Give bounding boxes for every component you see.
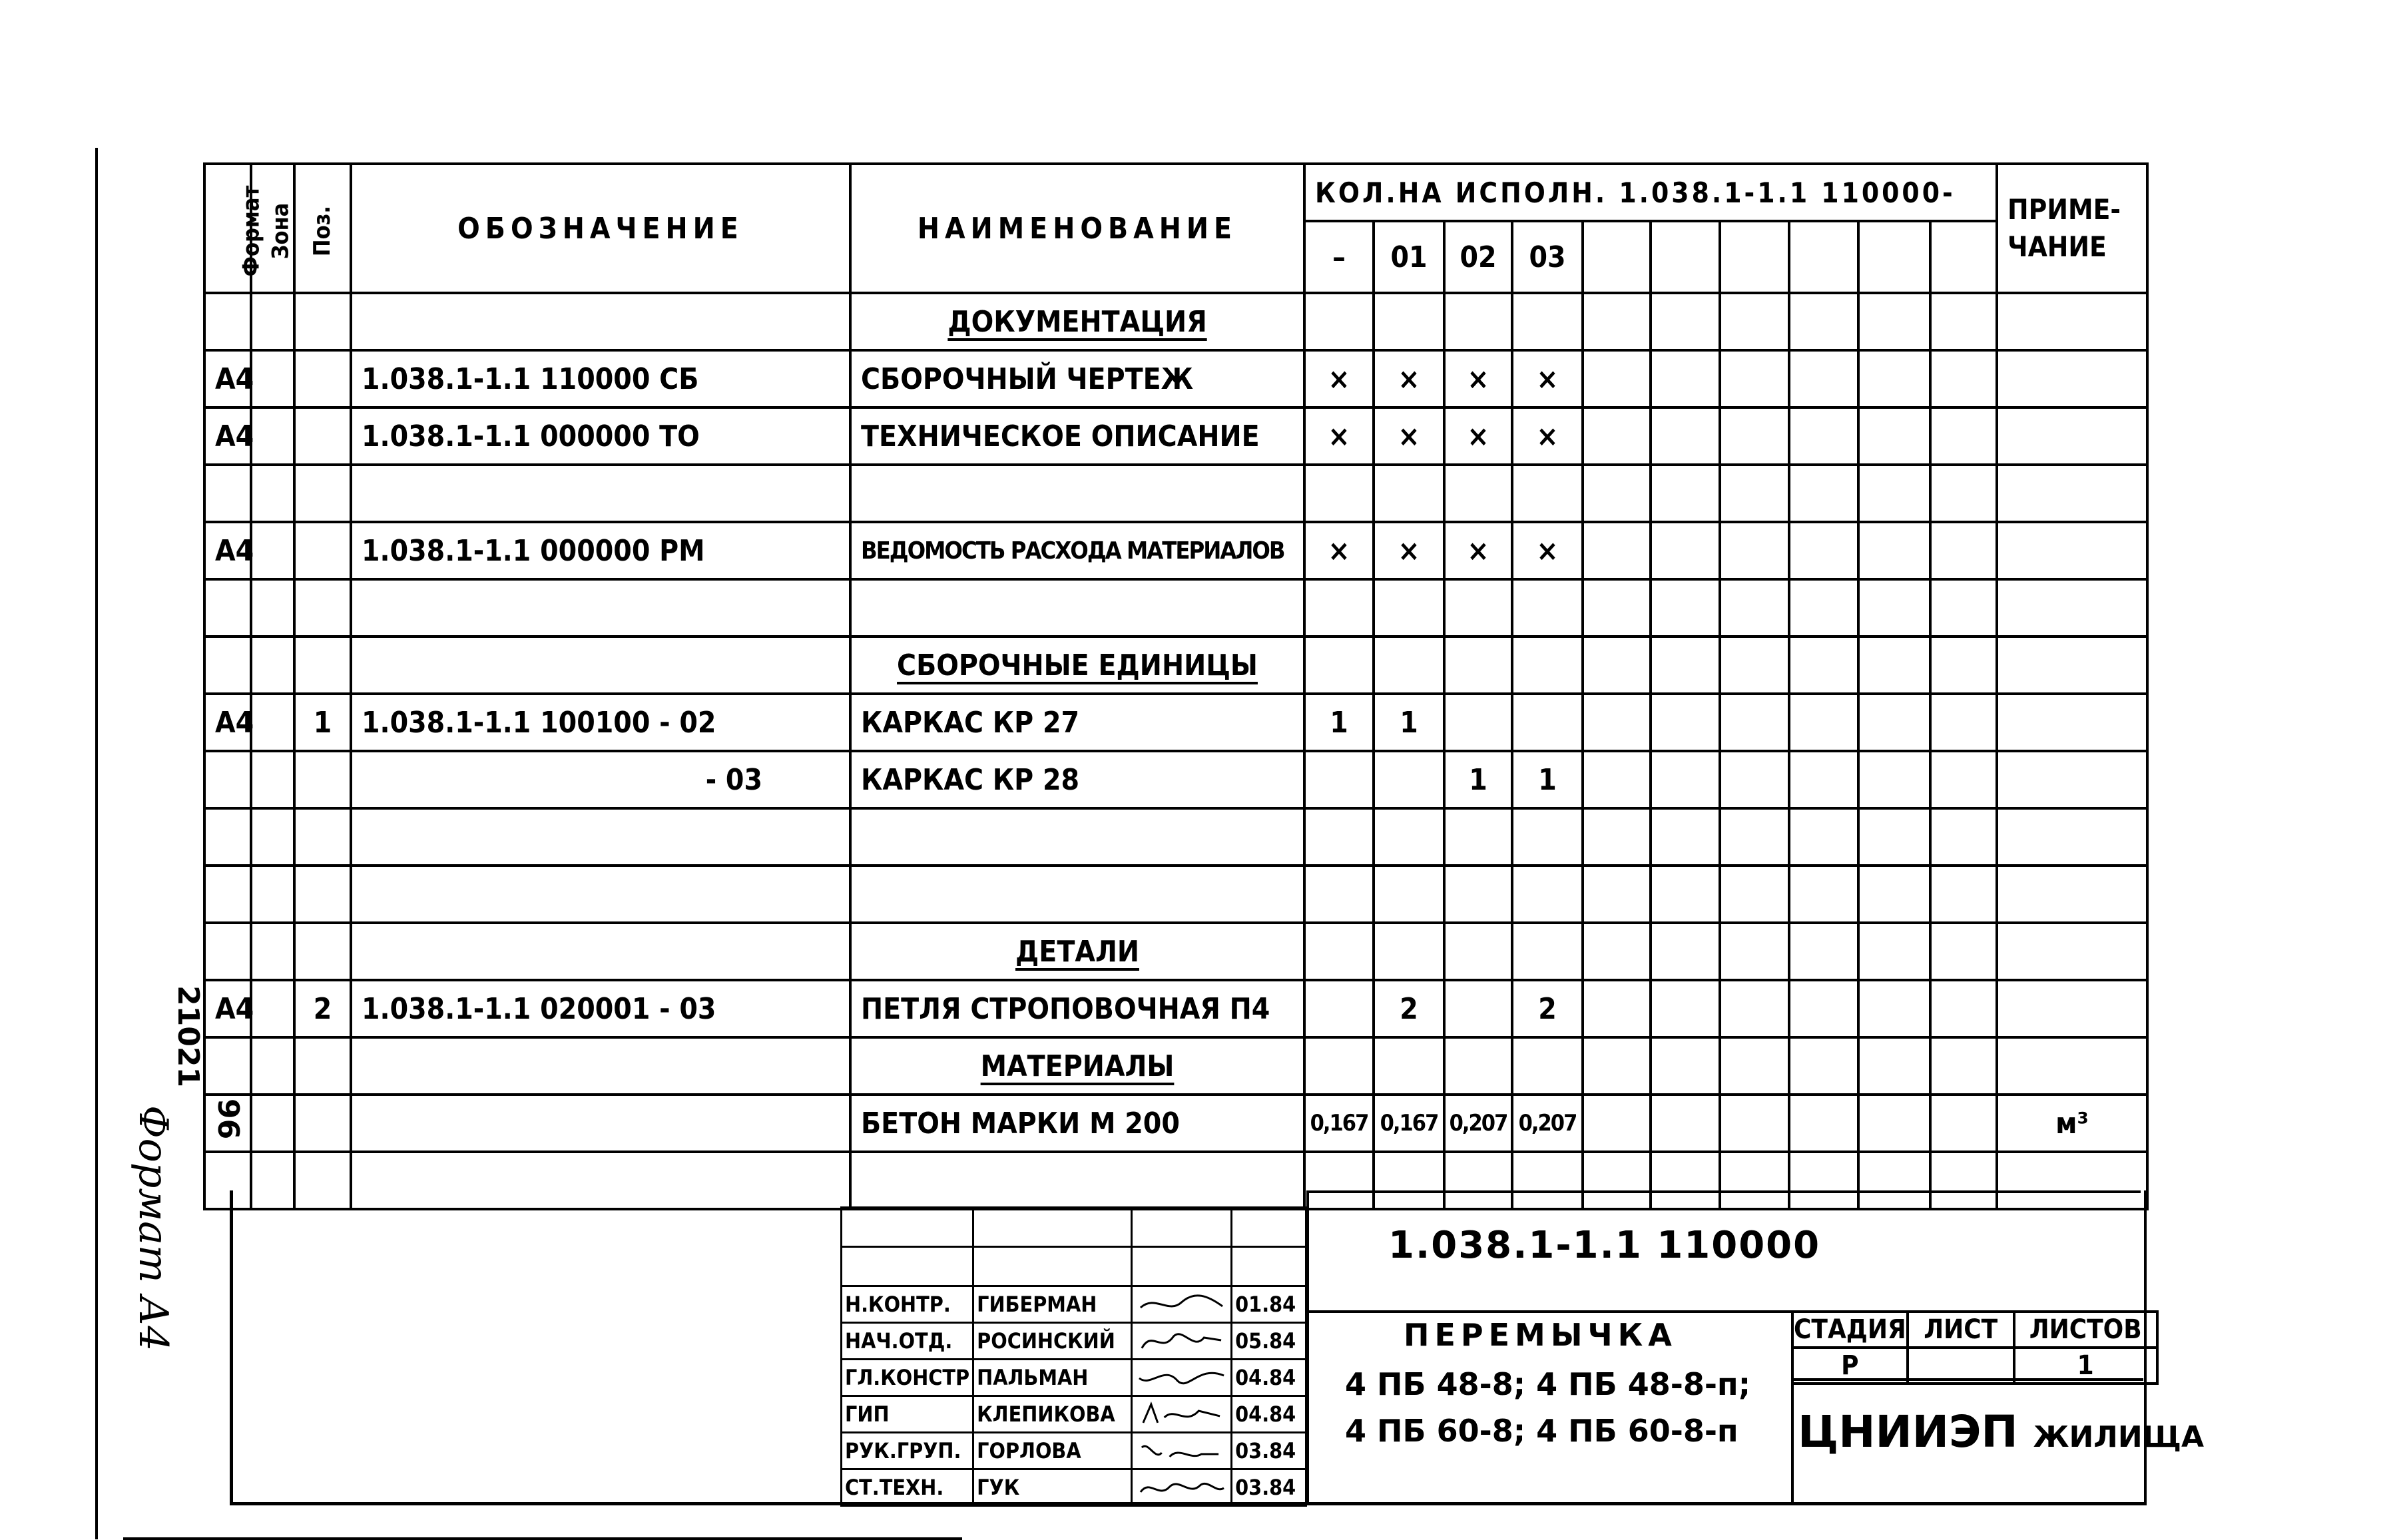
signature-mark: [1132, 1286, 1232, 1323]
organization-sub: ЖИЛИЩА: [2033, 1420, 2205, 1454]
row-qty: [1444, 694, 1512, 751]
variant-02: 02: [1444, 221, 1512, 293]
row-name: ВЕДОМОСТЬ РАСХОДА МАТЕРИАЛОВ: [850, 522, 1304, 579]
row-name: ТЕХНИЧЕСКОЕ ОПИСАНИЕ: [850, 407, 1304, 465]
object-variants-line1: 4 ПБ 48-8; 4 ПБ 48-8-п;: [1345, 1366, 1751, 1402]
row-qty: ×: [1444, 350, 1512, 407]
signature-row: [842, 1469, 1306, 1506]
row-qty: 1: [1304, 694, 1374, 751]
row-qty: [1512, 694, 1583, 751]
sign-name: ГИБЕРМАН: [973, 1286, 1132, 1323]
row-qty: [1444, 980, 1512, 1037]
signature-mark: [1132, 1360, 1232, 1396]
sign-role: Н.КОНТР.: [842, 1286, 973, 1323]
sign-date: 03.84: [1232, 1469, 1306, 1506]
row-qty: ×: [1374, 522, 1444, 579]
row-name: СБОРОЧНЫЙ ЧЕРТЕЖ: [850, 350, 1304, 407]
row-pos: 1: [294, 694, 351, 751]
signature-mark: [1132, 1469, 1232, 1506]
row-qty: 1: [1374, 694, 1444, 751]
table-row: [204, 350, 2147, 407]
row-qty: [1374, 751, 1444, 808]
sign-date: 03.84: [1232, 1433, 1306, 1469]
margin-format-text: Формат А4: [130, 1105, 176, 1352]
row-qty: 0,167: [1304, 1095, 1374, 1152]
sign-role: РУК.ГРУП.: [842, 1433, 973, 1469]
object-variants-line2: 4 ПБ 60-8; 4 ПБ 60-8-п: [1345, 1413, 1738, 1449]
row-qty: ×: [1444, 522, 1512, 579]
signature-mark: [1132, 1433, 1232, 1469]
table-row: [204, 522, 2147, 579]
sign-name: КЛЕПИКОВА: [973, 1396, 1132, 1433]
row-qty: ×: [1304, 407, 1374, 465]
sign-date: 05.84: [1232, 1323, 1306, 1360]
row-name: КАРКАС КР 28: [850, 751, 1304, 808]
signature-row: [842, 1323, 1306, 1360]
signature-row: [842, 1360, 1306, 1396]
bottom-margin-line: [123, 1537, 962, 1540]
row-qty: ×: [1512, 407, 1583, 465]
stage-table: [1791, 1310, 2159, 1385]
signature-mark: [1132, 1396, 1232, 1433]
row-pos: [294, 522, 351, 579]
row-designation: [351, 1095, 850, 1152]
header-note-line2: ЧАНИЕ: [2007, 230, 2107, 263]
row-format: А4: [204, 980, 251, 1037]
header-position: Поз.: [294, 164, 351, 293]
row-qty: ×: [1512, 350, 1583, 407]
empty-row: [204, 808, 2147, 866]
row-pos: [294, 1095, 351, 1152]
table-row: [204, 1095, 2147, 1152]
sign-date: 04.84: [1232, 1396, 1306, 1433]
header-format: Формат: [204, 164, 251, 293]
section-row: [204, 1037, 2147, 1095]
row-name: КАРКАС КР 27: [850, 694, 1304, 751]
row-designation: 1.038.1-1.1 020001 - 03: [351, 980, 850, 1037]
section-assembly-units: СБОРОЧНЫЕ ЕДИНИЦЫ: [850, 637, 1304, 694]
header-designation: ОБОЗНАЧЕНИЕ: [351, 164, 850, 293]
sign-name: РОСИНСКИЙ: [973, 1323, 1132, 1360]
row-format: [204, 751, 251, 808]
row-format: А4: [204, 694, 251, 751]
row-qty: 0,167: [1374, 1095, 1444, 1152]
variant-01: 01: [1374, 221, 1444, 293]
left-margin-line: [95, 148, 98, 1539]
stage-value: Р: [1792, 1348, 1908, 1384]
row-designation: 1.038.1-1.1 000000 ТО: [351, 407, 850, 465]
header-quantity: КОЛ.НА ИСПОЛН. 1.038.1-1.1 110000-: [1304, 164, 1997, 221]
row-qty: ×: [1512, 522, 1583, 579]
stage-label: СТАДИЯ: [1792, 1312, 1908, 1348]
sign-name: ГУК: [973, 1469, 1132, 1506]
table-row: [204, 407, 2147, 465]
signature-row: [842, 1396, 1306, 1433]
variant-03: 03: [1512, 221, 1583, 293]
row-qty: ×: [1374, 350, 1444, 407]
row-pos: [294, 407, 351, 465]
row-designation: 1.038.1-1.1 000000 РМ: [351, 522, 850, 579]
sheets-value: 1: [2014, 1348, 2157, 1384]
row-qty: 2: [1374, 980, 1444, 1037]
variant-base: –: [1304, 221, 1374, 293]
row-qty: 2: [1512, 980, 1583, 1037]
sign-date: 04.84: [1232, 1360, 1306, 1396]
organization-main: ЦНИИЭП: [1798, 1406, 2018, 1457]
sign-name: ПАЛЬМАН: [973, 1360, 1132, 1396]
sign-role: ГЛ.КОНСТР: [842, 1360, 973, 1396]
empty-row: [204, 465, 2147, 522]
row-qty: ×: [1304, 350, 1374, 407]
section-row: [204, 293, 2147, 350]
header-name: НАИМЕНОВАНИЕ: [850, 164, 1304, 293]
row-qty: ×: [1444, 407, 1512, 465]
row-designation: 1.038.1-1.1 110000 СБ: [351, 350, 850, 407]
signature-row: [842, 1433, 1306, 1469]
row-pos: 2: [294, 980, 351, 1037]
table-header-row: [204, 164, 2147, 221]
document-number: 1.038.1-1.1 110000: [1388, 1224, 1821, 1267]
row-qty: 1: [1444, 751, 1512, 808]
sign-role: НАЧ.ОТД.: [842, 1323, 973, 1360]
row-qty: 1: [1512, 751, 1583, 808]
sheets-label: ЛИСТОВ: [2014, 1312, 2157, 1348]
sign-name: ГОРЛОВА: [973, 1433, 1132, 1469]
row-designation: 1.038.1-1.1 100100 - 02: [351, 694, 850, 751]
row-designation: - 03: [351, 751, 850, 808]
table-row: [204, 980, 2147, 1037]
section-documentation: ДОКУМЕНТАЦИЯ: [850, 293, 1304, 350]
section-materials: МАТЕРИАЛЫ: [850, 1037, 1304, 1095]
row-pos: [294, 751, 351, 808]
margin-sheet-code-text: 21021: [171, 985, 205, 1088]
header-note: [1997, 164, 2147, 293]
row-pos: [294, 350, 351, 407]
header-zone: Зона: [251, 164, 294, 293]
empty-row: [204, 579, 2147, 637]
margin-sheet-number-text: 96: [211, 1099, 245, 1140]
signature-table: [840, 1206, 1307, 1507]
sign-date: 01.84: [1232, 1286, 1306, 1323]
section-details: ДЕТАЛИ: [850, 923, 1304, 980]
table-row: [204, 751, 2147, 808]
signature-row: [842, 1286, 1306, 1323]
row-qty: 0,207: [1512, 1095, 1583, 1152]
section-row: [204, 637, 2147, 694]
row-qty: [1304, 980, 1374, 1037]
table-row: [204, 694, 2147, 751]
row-qty: ×: [1304, 522, 1374, 579]
row-name: БЕТОН МАРКИ М 200: [850, 1095, 1304, 1152]
sheet-label: ЛИСТ: [1908, 1312, 2014, 1348]
row-format: А4: [204, 407, 251, 465]
section-row: [204, 923, 2147, 980]
object-name: ПЕРЕМЫЧКА: [1404, 1317, 1677, 1353]
empty-row: [204, 866, 2147, 923]
margin-format-note: [113, 1099, 206, 1445]
organization-name: [1798, 1406, 2204, 1457]
row-qty: 0,207: [1444, 1095, 1512, 1152]
row-qty: ×: [1374, 407, 1444, 465]
sign-role: СТ.ТЕХН.: [842, 1469, 973, 1506]
row-note: м³: [1997, 1095, 2147, 1152]
sign-role: ГИП: [842, 1396, 973, 1433]
row-qty: [1304, 751, 1374, 808]
specification-table: [203, 162, 2149, 1210]
header-note-line1: ПРИМЕ-: [2007, 193, 2121, 226]
row-name: ПЕТЛЯ СТРОПОВОЧНАЯ П4: [850, 980, 1304, 1037]
row-format: А4: [204, 350, 251, 407]
row-format: А4: [204, 522, 251, 579]
signature-mark: [1132, 1323, 1232, 1360]
